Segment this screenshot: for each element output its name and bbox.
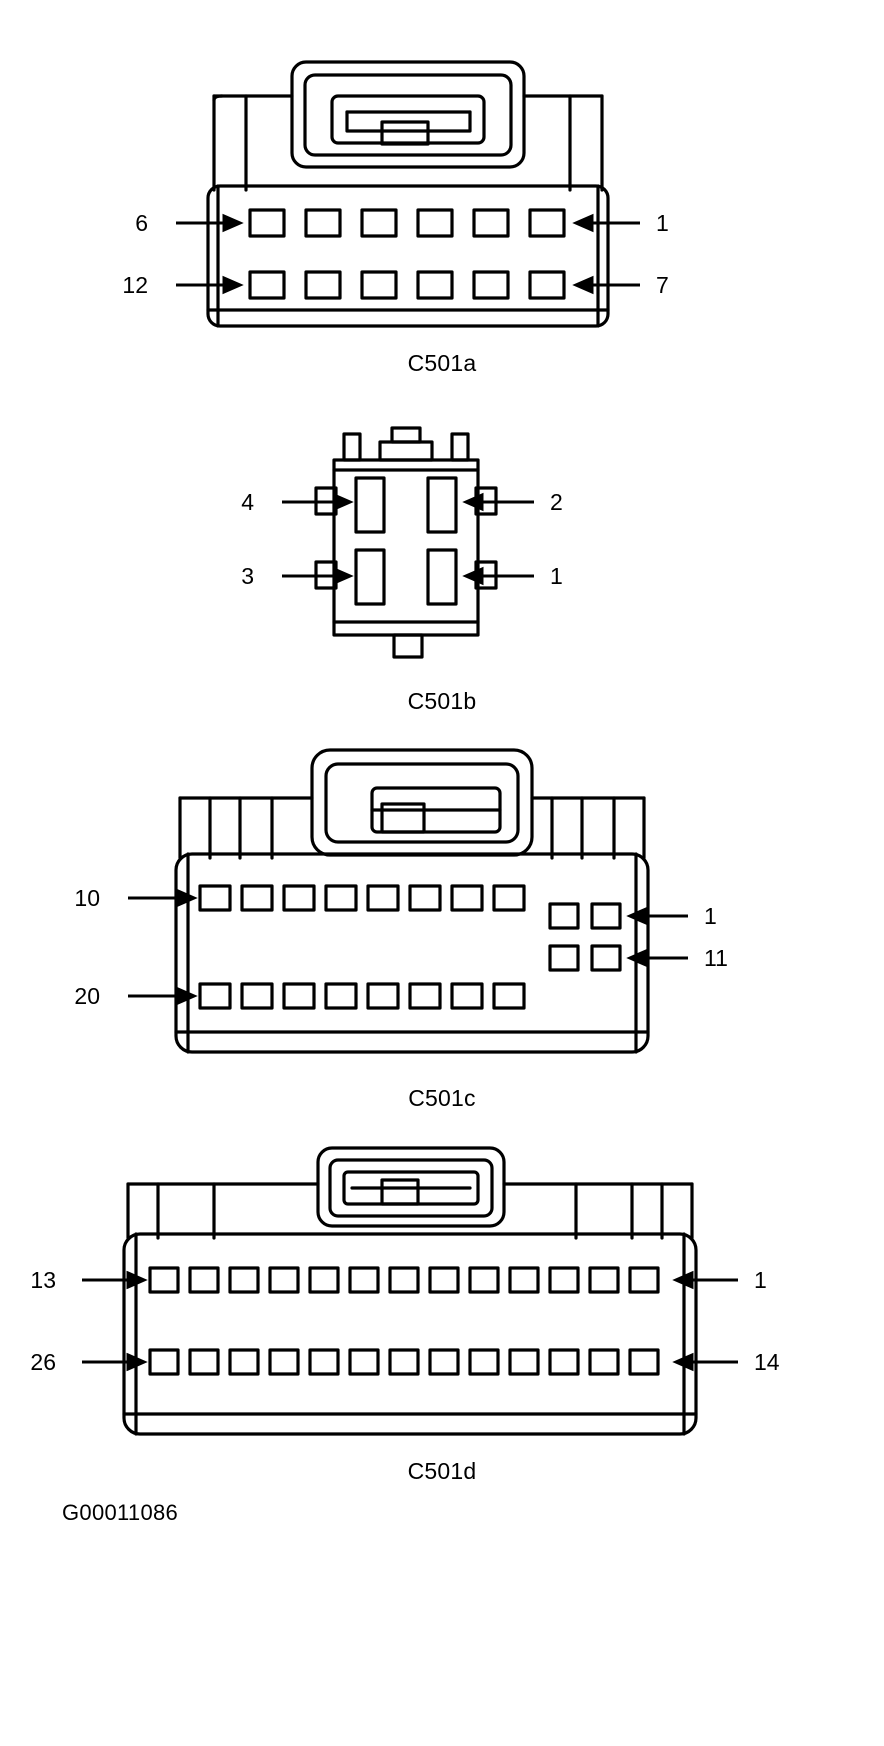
pin-label-right-row2: 14 xyxy=(754,1349,780,1375)
pin-label-left-row1: 10 xyxy=(74,885,100,911)
pin-label-right-row2: 7 xyxy=(656,272,669,298)
pin-label-left-row1: 4 xyxy=(241,489,254,515)
pin-label-right-row2: 1 xyxy=(550,563,563,589)
pin-label-left-row2: 12 xyxy=(122,272,148,298)
connector-c501d-caption: C501d xyxy=(407,1458,477,1484)
connector-c501c-caption: C501c xyxy=(408,1085,476,1111)
pin-label-left-row1: 6 xyxy=(135,210,148,236)
pin-label-right-row1: 1 xyxy=(656,210,669,236)
connector-c501b xyxy=(0,410,884,740)
pin-label-left-row1: 13 xyxy=(30,1267,56,1293)
connector-c501c xyxy=(0,740,884,1140)
pin-label-right-row1: 1 xyxy=(754,1267,767,1293)
connector-c501a-drawing xyxy=(0,0,884,355)
pin-label-left-row2: 26 xyxy=(30,1349,56,1375)
figure-id-label: G00011086 xyxy=(62,1500,179,1525)
connector-c501b-drawing xyxy=(0,410,884,690)
connector-c501a-caption: C501a xyxy=(407,350,477,376)
connector-c501d xyxy=(0,1140,884,1520)
connector-c501b-caption: C501b xyxy=(407,688,477,714)
pin-label-left-row2: 3 xyxy=(241,563,254,589)
pin-label-right-bottom: 11 xyxy=(704,945,728,971)
connector-c501d-drawing xyxy=(0,1140,884,1480)
pin-label-right-row1: 2 xyxy=(550,489,563,515)
pin-label-left-row2: 20 xyxy=(74,983,100,1009)
connector-c501c-drawing xyxy=(0,740,884,1100)
connector-c501a xyxy=(0,0,884,400)
pin-label-right-top: 1 xyxy=(704,903,717,929)
